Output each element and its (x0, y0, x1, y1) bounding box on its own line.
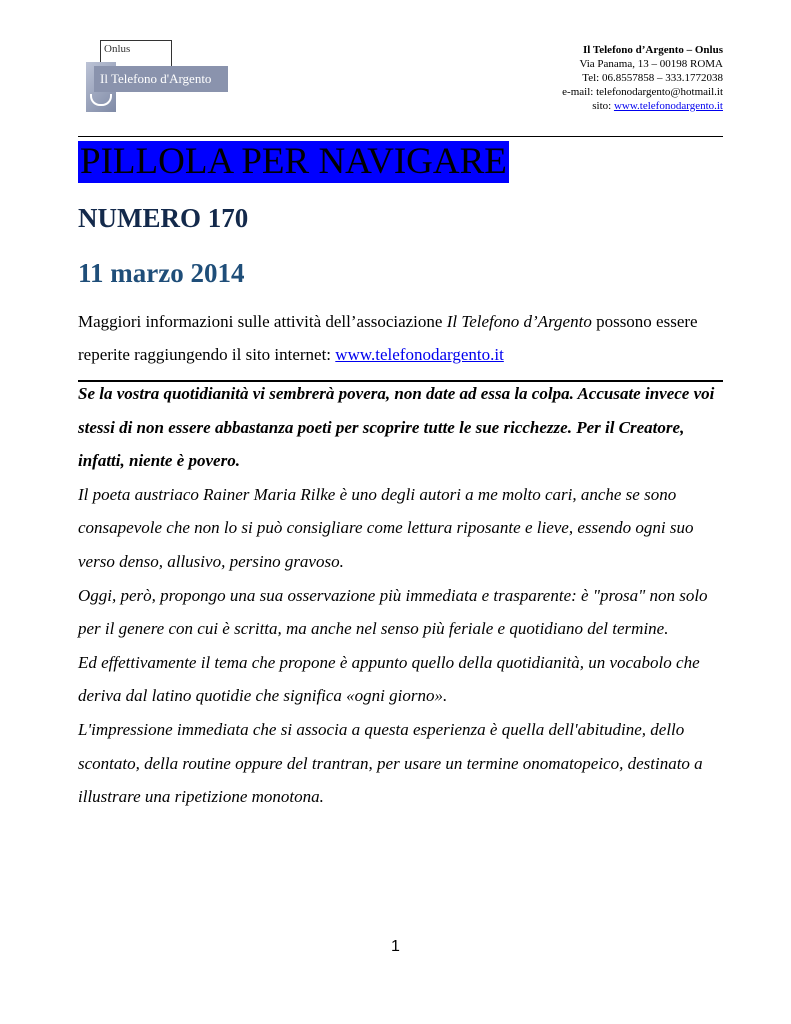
header-site-label: sito: (592, 100, 614, 112)
paragraph-3: Ed effettivamente il tema che propone è appunto quello della quotidianità, un vocabolo che deriva dal latino quotidie che significa «ogni giorno». (78, 652, 700, 706)
intro-site-link[interactable]: www.telefonodargento.it (335, 345, 504, 364)
header-contact (562, 43, 723, 113)
header-site (562, 99, 723, 113)
logo-name: Il Telefono d'Argento (94, 66, 228, 92)
header-address: Via Panama, 13 – 00198 ROMA (579, 58, 723, 70)
paragraph-2: Oggi, però, propongo una sua osservazione più immediata e trasparente: è "prosa" non solo per il genere con cui è scritta, ma anche nel senso più feriale e quotidiano del termine. (78, 585, 708, 639)
paragraph-4: L'impressione immediata che si associa a questa esperienza è quella dell'abitudine, dello scontato, della routine oppure del trantran, per usare un termine onomatopeico, destinato a illustrare una ripetizione monotona. (78, 719, 703, 807)
intro-association: Il Telefono d’Argento (446, 312, 592, 331)
article-body (78, 377, 723, 814)
intro-text-1: Maggiori informazioni sulle attività dell’associazione (78, 312, 447, 331)
intro-paragraph (78, 305, 723, 371)
header-email: e-mail: telefonodargento@hotmail.it (562, 86, 723, 98)
logo-onlus-label: Onlus (104, 43, 131, 55)
header-org: Il Telefono d’Argento – Onlus (583, 44, 723, 56)
header-site-link[interactable]: www.telefonodargento.it (613, 100, 723, 112)
paragraph-1: Il poeta austriaco Rainer Maria Rilke è uno degli autori a me molto cari, anche se sono consapevole che non lo si può consigliare come lettura riposante e lieve, essendo ogni suo verso denso, allusivo, persino gravoso. (78, 484, 694, 571)
page-title: PILLOLA PER NAVIGARE (80, 141, 507, 182)
issue-date: 11 marzo 2014 (78, 258, 245, 288)
quote: Se la vostra quotidianità vi sembrerà povera, non date ad essa la colpa. Accusate invece voi stessi di non essere abbastanza poeti per scoprire tutte le sue ricchezze. Per il Creatore, infatti, niente è povero. (78, 384, 715, 471)
issue-number: NUMERO 170 (78, 203, 249, 233)
logo (80, 40, 230, 115)
header-divider (78, 136, 723, 137)
page-number: 1 (391, 938, 400, 955)
intro-text-2: possono essere reperite raggiungendo il sito internet: (78, 312, 698, 364)
header-tel: Tel: 06.8557858 – 333.1772038 (582, 72, 723, 84)
